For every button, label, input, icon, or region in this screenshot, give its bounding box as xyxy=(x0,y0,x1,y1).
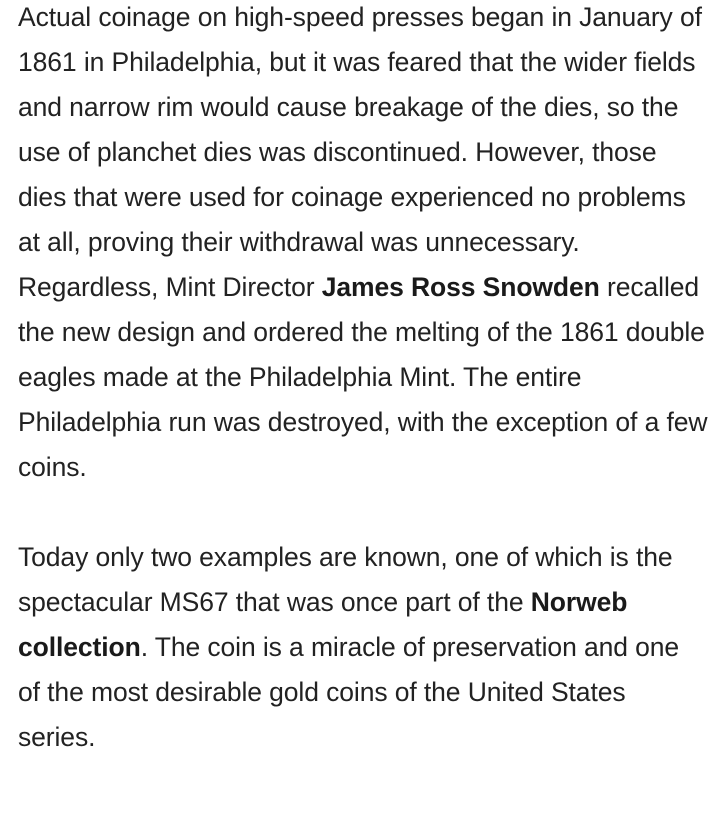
paragraph xyxy=(18,0,708,490)
paragraph-text: Today only two examples are known, one of which is the spectacular MS67 that was once part of the xyxy=(18,542,673,617)
bold-name-james-ross-snowden: James Ross Snowden xyxy=(321,272,600,302)
bold-norweb-collection: Norweb collection xyxy=(18,587,628,662)
paragraph-text: Actual coinage on high-speed presses began in January of 1861 in Philadelphia, but it was feared that the wider fields and narrow rim would cause breakage of the dies, so the use of planchet dies was discontinued. However, those dies that were used for coinage experienced no problems at all, proving their withdrawal was unnecessary. Regardless, Mint Director xyxy=(18,2,702,302)
article-body xyxy=(18,0,708,760)
paragraph xyxy=(18,535,708,760)
paragraph-text: . The coin is a miracle of preservation and one of the most desirable gold coins of the United States series. xyxy=(18,632,680,752)
paragraph-text: recalled the new design and ordered the melting of the 1861 double eagles made at the Philadelphia Mint. The entire Philadelphia run was destroyed, with the exception of a few coins. xyxy=(18,272,708,482)
